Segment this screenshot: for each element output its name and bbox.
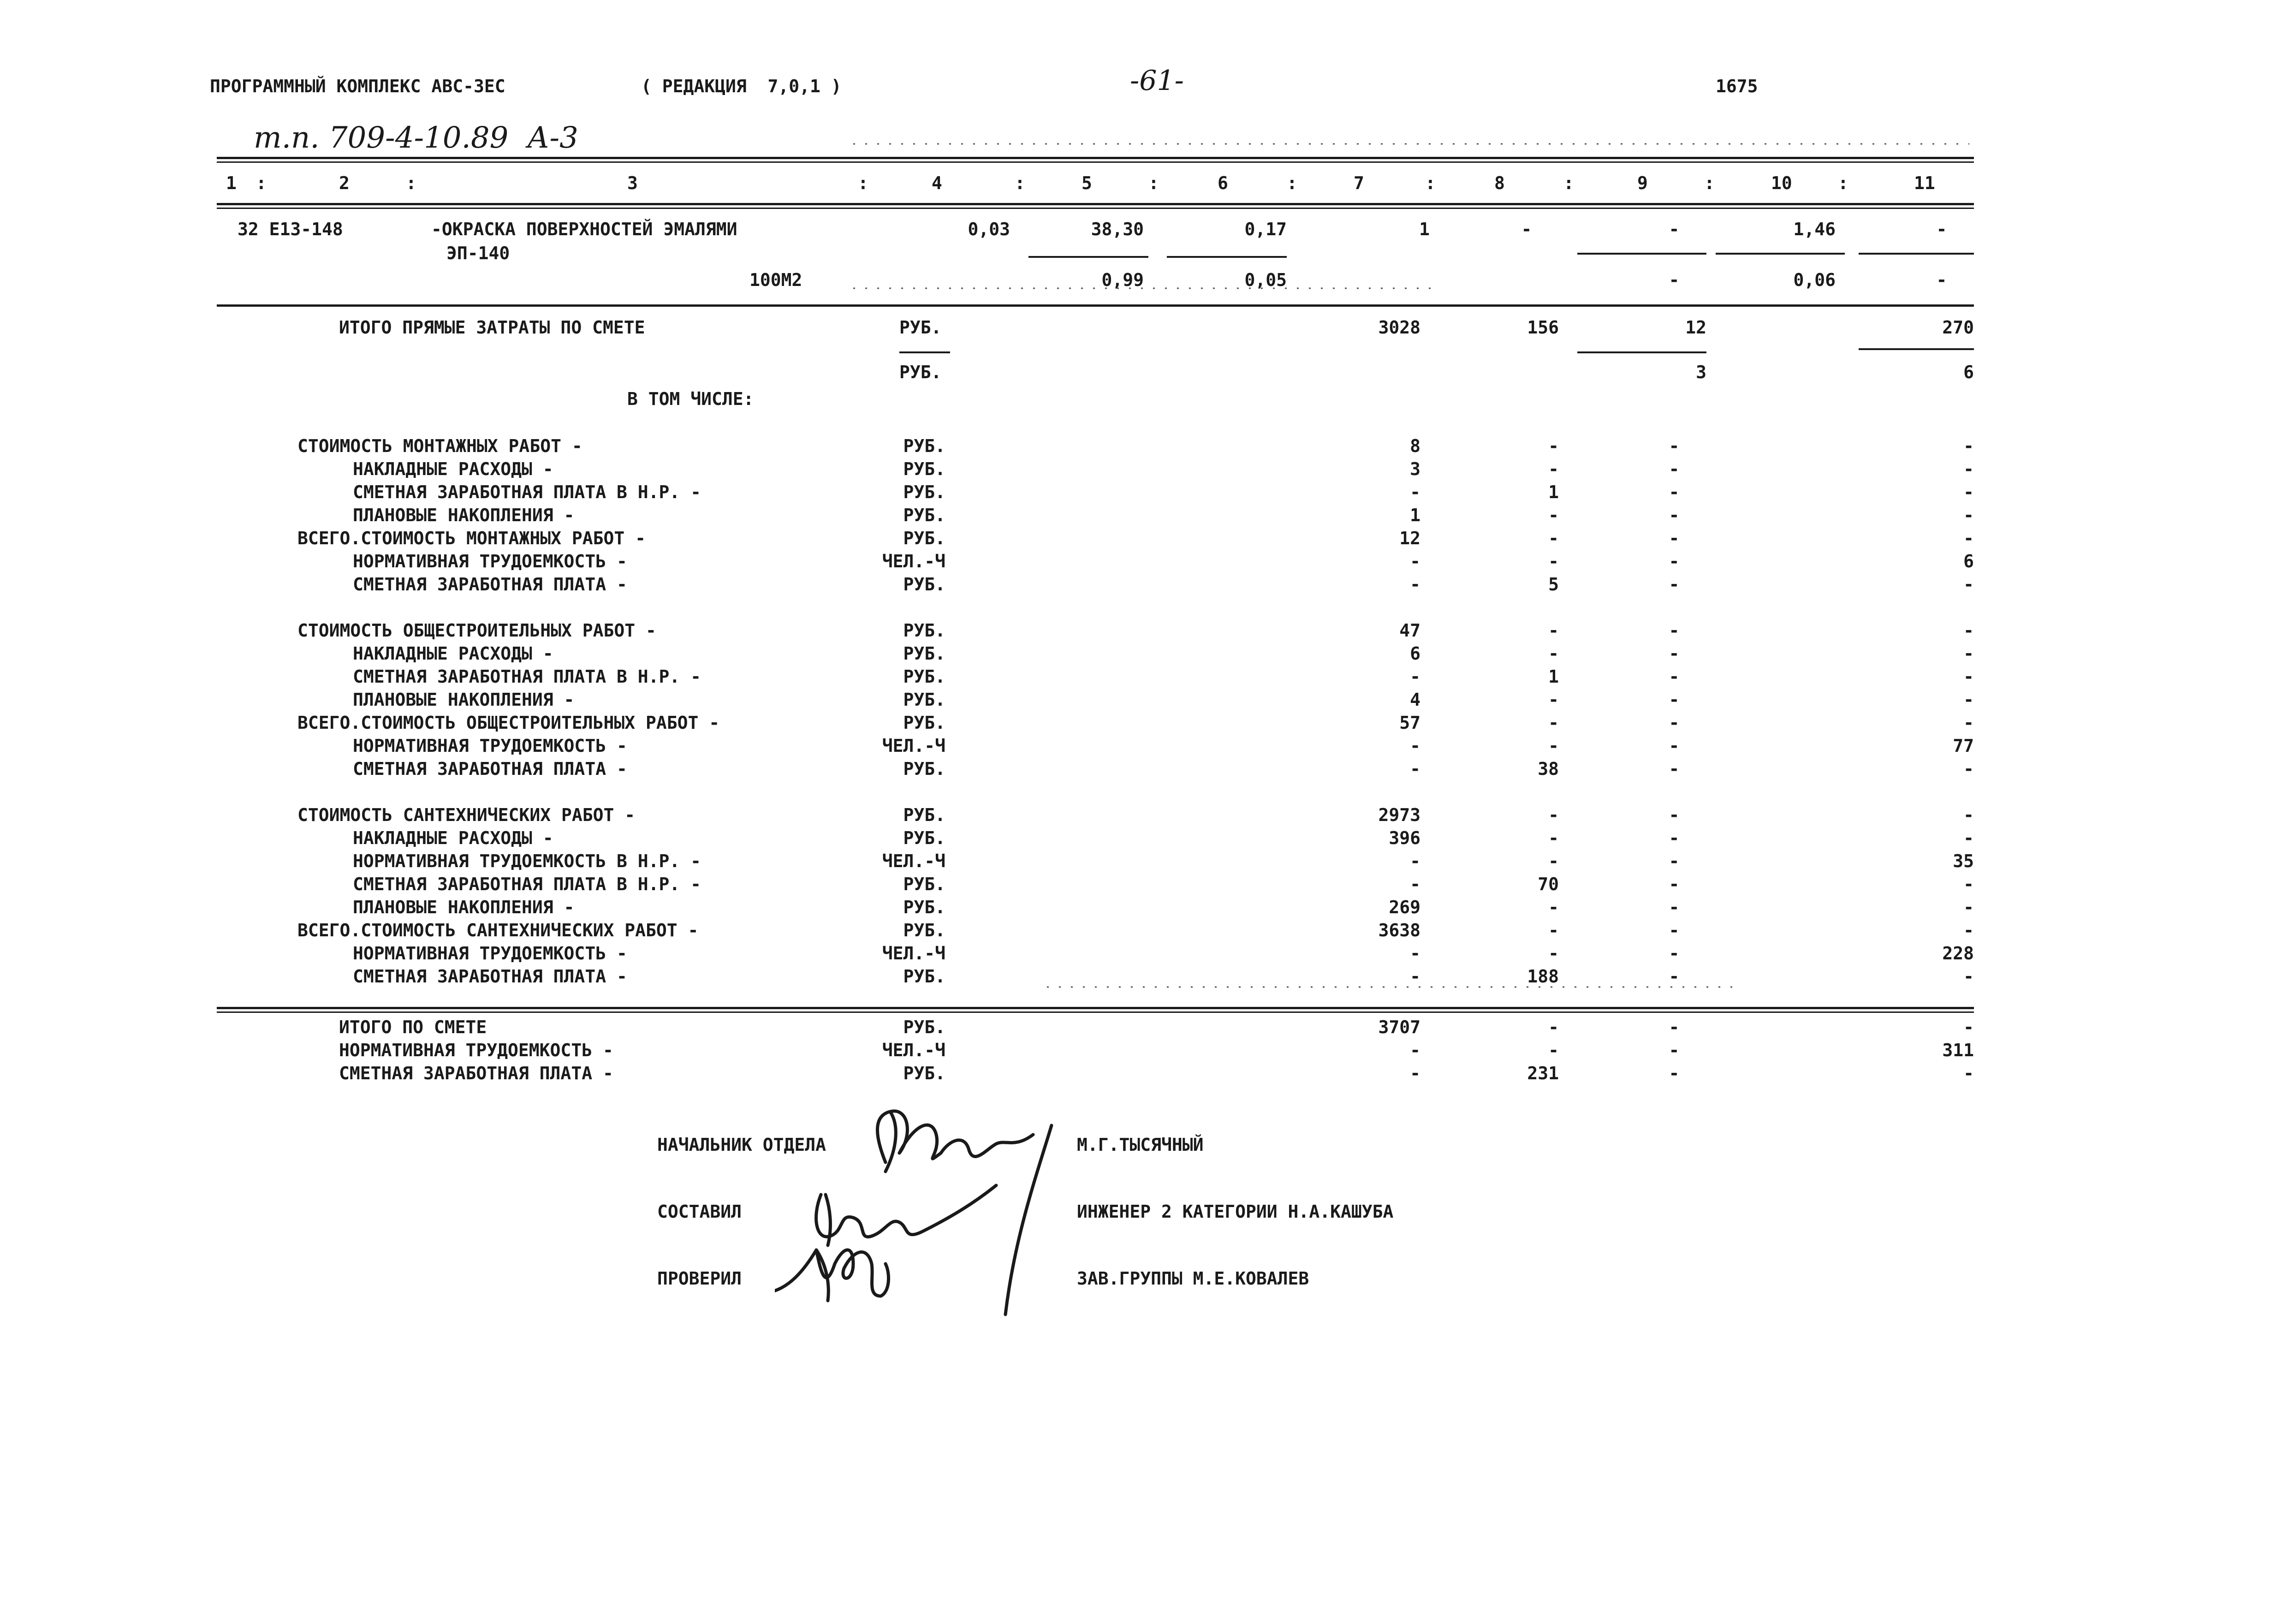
- row-label: СТОИМОСТЬ ОБЩЕСТРОИТЕЛЬНЫХ РАБОТ -: [297, 620, 656, 641]
- row-col11: 311: [1942, 1040, 1974, 1060]
- row-unit: РУБ.: [903, 759, 945, 779]
- row-col7: -: [1410, 759, 1420, 779]
- row-col9: -: [1669, 1017, 1680, 1037]
- direct-total-col7: 3028: [1378, 317, 1420, 338]
- row-col9: -: [1669, 643, 1680, 664]
- row-col7: -: [1410, 1040, 1420, 1060]
- signature-role-compiled: СОСТАВИЛ: [657, 1202, 742, 1222]
- row-unit: ЧЕЛ.-Ч: [882, 551, 945, 571]
- row-col9: -: [1669, 528, 1680, 548]
- row-label: НОРМАТИВНАЯ ТРУДОЕМКОСТЬ -: [353, 736, 627, 756]
- row-label: СМЕТНАЯ ЗАРАБОТНАЯ ПЛАТА -: [353, 966, 627, 987]
- handwritten-signatures: [775, 1098, 1070, 1319]
- column-separator: :: [1425, 173, 1436, 193]
- column-separator: :: [1015, 173, 1025, 193]
- row-col8: -: [1548, 851, 1559, 871]
- row-col9: -: [1669, 574, 1680, 595]
- row-col7: -: [1410, 666, 1420, 687]
- row-col7: 47: [1399, 620, 1420, 641]
- row-label: ВСЕГО.СТОИМОСТЬ ОБЩЕСТРОИТЕЛЬНЫХ РАБОТ -: [297, 713, 720, 733]
- direct-total-col9-2: 3: [1696, 362, 1706, 382]
- row-unit: ЧЕЛ.-Ч: [882, 851, 945, 871]
- row-col9: -: [1669, 551, 1680, 571]
- row-unit: РУБ.: [903, 966, 945, 987]
- row-col11: -: [1963, 966, 1974, 987]
- row-label: ИТОГО ПО СМЕТЕ: [339, 1017, 487, 1037]
- column-header-2: 2: [339, 173, 350, 193]
- row-label: СМЕТНАЯ ЗАРАБОТНАЯ ПЛАТА В Н.Р. -: [353, 874, 701, 894]
- row-col11: -: [1963, 574, 1974, 595]
- row-col11: -: [1963, 713, 1974, 733]
- row-unit: РУБ.: [903, 828, 945, 848]
- item-col7: 1: [1419, 219, 1430, 239]
- column-header-8: 8: [1494, 173, 1505, 193]
- row-col7: 2973: [1378, 805, 1420, 825]
- edition-label: ( РЕДАКЦИЯ 7,0,1 ): [641, 76, 842, 96]
- row-unit: РУБ.: [903, 1017, 945, 1037]
- row-unit: РУБ.: [903, 897, 945, 917]
- row-col8: -: [1548, 713, 1559, 733]
- row-col9: -: [1669, 505, 1680, 525]
- row-col7: 3638: [1378, 920, 1420, 940]
- row-col8: -: [1548, 1017, 1559, 1037]
- signature-person-compiled: ИНЖЕНЕР 2 КАТЕГОРИИ Н.А.КАШУБА: [1077, 1202, 1394, 1222]
- row-col7: 1: [1410, 505, 1420, 525]
- item-col6-2: 0,05: [1244, 270, 1287, 290]
- column-header-11: 11: [1914, 173, 1935, 193]
- row-label: НАКЛАДНЫЕ РАСХОДЫ -: [353, 828, 553, 848]
- row-col11: 6: [1963, 551, 1974, 571]
- handwritten-reference: т.п. 709-4-10.89 А-3: [254, 121, 578, 155]
- column-separator: :: [1838, 173, 1848, 193]
- row-col11: -: [1963, 828, 1974, 848]
- item-code: 32 Е13-148: [238, 219, 343, 239]
- row-col11: -: [1963, 482, 1974, 502]
- dotted-rules: [217, 138, 1979, 1015]
- item-col8: -: [1521, 219, 1532, 239]
- item-col11-2: -: [1936, 270, 1947, 290]
- item-name: -ОКРАСКА ПОВЕРХНОСТЕЙ ЭМАЛЯМИ: [431, 219, 737, 239]
- column-header-9: 9: [1637, 173, 1648, 193]
- row-col9: -: [1669, 943, 1680, 964]
- row-col9: -: [1669, 436, 1680, 456]
- row-unit: РУБ.: [903, 482, 945, 502]
- row-col8: -: [1548, 620, 1559, 641]
- row-col7: 12: [1399, 528, 1420, 548]
- row-label: ПЛАНОВЫЕ НАКОПЛЕНИЯ -: [353, 897, 575, 917]
- document-number: 1675: [1716, 76, 1758, 96]
- row-col9: -: [1669, 459, 1680, 479]
- row-col7: -: [1410, 482, 1420, 502]
- direct-total-col8: 156: [1527, 317, 1559, 338]
- program-title: ПРОГРАММНЫЙ КОМПЛЕКС АВС-3ЕС: [210, 76, 505, 96]
- row-label: СМЕТНАЯ ЗАРАБОТНАЯ ПЛАТА -: [339, 1063, 613, 1083]
- column-header-4: 4: [932, 173, 942, 193]
- row-unit: РУБ.: [903, 713, 945, 733]
- row-col11: -: [1963, 620, 1974, 641]
- row-col9: -: [1669, 828, 1680, 848]
- row-col9: -: [1669, 897, 1680, 917]
- row-col7: 57: [1399, 713, 1420, 733]
- row-unit: РУБ.: [903, 459, 945, 479]
- column-header-3: 3: [627, 173, 638, 193]
- row-col7: 6: [1410, 643, 1420, 664]
- row-label: СТОИМОСТЬ МОНТАЖНЫХ РАБОТ -: [297, 436, 582, 456]
- row-col11: -: [1963, 1017, 1974, 1037]
- row-col7: -: [1410, 551, 1420, 571]
- row-col8: 1: [1548, 666, 1559, 687]
- row-label: СМЕТНАЯ ЗАРАБОТНАЯ ПЛАТА -: [353, 759, 627, 779]
- row-label: ВСЕГО.СТОИМОСТЬ САНТЕХНИЧЕСКИХ РАБОТ -: [297, 920, 699, 940]
- row-col11: -: [1963, 666, 1974, 687]
- direct-total-col9: 12: [1685, 317, 1706, 338]
- item-col10-2: 0,06: [1793, 270, 1836, 290]
- signature-role-checked: ПРОВЕРИЛ: [657, 1268, 742, 1289]
- row-unit: РУБ.: [903, 436, 945, 456]
- column-header-7: 7: [1354, 173, 1364, 193]
- row-col8: -: [1548, 805, 1559, 825]
- row-label: НАКЛАДНЫЕ РАСХОДЫ -: [353, 459, 553, 479]
- signature-person-checked: ЗАВ.ГРУППЫ М.Е.КОВАЛЕВ: [1077, 1268, 1309, 1289]
- direct-total-unit: РУБ.: [899, 317, 942, 338]
- row-col8: 38: [1538, 759, 1559, 779]
- column-header-1: 1: [226, 173, 237, 193]
- row-col7: -: [1410, 851, 1420, 871]
- row-col11: -: [1963, 805, 1974, 825]
- column-header-6: 6: [1218, 173, 1228, 193]
- row-unit: РУБ.: [903, 574, 945, 595]
- row-col11: -: [1963, 643, 1974, 664]
- direct-total-unit-2: РУБ.: [899, 362, 942, 382]
- row-col9: -: [1669, 874, 1680, 894]
- item-col9: -: [1669, 219, 1680, 239]
- row-unit: РУБ.: [903, 666, 945, 687]
- row-col8: 70: [1538, 874, 1559, 894]
- row-col8: -: [1548, 920, 1559, 940]
- page-number: -61-: [1130, 65, 1184, 97]
- row-col7: 8: [1410, 436, 1420, 456]
- item-col6: 0,17: [1244, 219, 1287, 239]
- column-separator: :: [1563, 173, 1574, 193]
- row-col8: -: [1548, 690, 1559, 710]
- row-label: СМЕТНАЯ ЗАРАБОТНАЯ ПЛАТА В Н.Р. -: [353, 666, 701, 687]
- column-header-5: 5: [1082, 173, 1092, 193]
- direct-total-label: ИТОГО ПРЯМЫЕ ЗАТРАТЫ ПО СМЕТЕ: [339, 317, 645, 338]
- row-unit: РУБ.: [903, 805, 945, 825]
- direct-total-col11: 270: [1942, 317, 1974, 338]
- row-col9: -: [1669, 736, 1680, 756]
- row-unit: РУБ.: [903, 528, 945, 548]
- row-col9: -: [1669, 759, 1680, 779]
- row-col9: -: [1669, 482, 1680, 502]
- row-col7: 3707: [1378, 1017, 1420, 1037]
- row-col11: -: [1963, 759, 1974, 779]
- row-col9: -: [1669, 620, 1680, 641]
- row-col9: -: [1669, 666, 1680, 687]
- row-col7: 4: [1410, 690, 1420, 710]
- item-col10: 1,46: [1793, 219, 1836, 239]
- row-col9: -: [1669, 851, 1680, 871]
- row-col8: -: [1548, 643, 1559, 664]
- row-col11: 77: [1953, 736, 1974, 756]
- row-col11: 35: [1953, 851, 1974, 871]
- row-unit: ЧЕЛ.-Ч: [882, 736, 945, 756]
- row-col7: -: [1410, 966, 1420, 987]
- row-label: СМЕТНАЯ ЗАРАБОТНАЯ ПЛАТА В Н.Р. -: [353, 482, 701, 502]
- row-col11: -: [1963, 874, 1974, 894]
- row-col7: 396: [1389, 828, 1420, 848]
- row-col11: -: [1963, 459, 1974, 479]
- row-col8: 231: [1527, 1063, 1559, 1083]
- row-col8: 5: [1548, 574, 1559, 595]
- column-separator: :: [1704, 173, 1715, 193]
- row-col7: -: [1410, 874, 1420, 894]
- signature-person-head: М.Г.ТЫСЯЧНЫЙ: [1077, 1135, 1204, 1155]
- row-col8: -: [1548, 459, 1559, 479]
- row-col9: -: [1669, 1040, 1680, 1060]
- column-separator: :: [1287, 173, 1297, 193]
- direct-total-col11-2: 6: [1963, 362, 1974, 382]
- row-unit: РУБ.: [903, 690, 945, 710]
- row-unit: РУБ.: [903, 620, 945, 641]
- item-col11: -: [1936, 219, 1947, 239]
- row-label: ПЛАНОВЫЕ НАКОПЛЕНИЯ -: [353, 690, 575, 710]
- row-col7: -: [1410, 1063, 1420, 1083]
- row-label: СМЕТНАЯ ЗАРАБОТНАЯ ПЛАТА -: [353, 574, 627, 595]
- row-col7: -: [1410, 943, 1420, 964]
- row-col8: 1: [1548, 482, 1559, 502]
- row-label: НОРМАТИВНАЯ ТРУДОЕМКОСТЬ -: [353, 943, 627, 964]
- row-label: НАКЛАДНЫЕ РАСХОДЫ -: [353, 643, 553, 664]
- row-col9: -: [1669, 966, 1680, 987]
- row-col11: -: [1963, 920, 1974, 940]
- item-unit-price: 38,30: [1091, 219, 1144, 239]
- row-col8: -: [1548, 943, 1559, 964]
- row-col11: -: [1963, 436, 1974, 456]
- row-unit: ЧЕЛ.-Ч: [882, 943, 945, 964]
- row-unit: РУБ.: [903, 874, 945, 894]
- row-unit: РУБ.: [903, 920, 945, 940]
- column-separator: :: [406, 173, 416, 193]
- row-col7: 269: [1389, 897, 1420, 917]
- row-col8: -: [1548, 505, 1559, 525]
- row-col11: 228: [1942, 943, 1974, 964]
- row-col8: -: [1548, 1040, 1559, 1060]
- row-col11: -: [1963, 897, 1974, 917]
- row-col11: -: [1963, 690, 1974, 710]
- row-col11: -: [1963, 528, 1974, 548]
- row-col8: -: [1548, 897, 1559, 917]
- row-col11: -: [1963, 1063, 1974, 1083]
- including-heading: В ТОМ ЧИСЛЕ:: [627, 389, 754, 409]
- row-col8: -: [1548, 828, 1559, 848]
- column-separator: :: [1148, 173, 1159, 193]
- row-col8: -: [1548, 436, 1559, 456]
- row-unit: РУБ.: [903, 1063, 945, 1083]
- item-quantity: 0,03: [968, 219, 1010, 239]
- row-label: НОРМАТИВНАЯ ТРУДОЕМКОСТЬ В Н.Р. -: [353, 851, 701, 871]
- row-label: ПЛАНОВЫЕ НАКОПЛЕНИЯ -: [353, 505, 575, 525]
- column-header-10: 10: [1771, 173, 1792, 193]
- signature-role-head: НАЧАЛЬНИК ОТДЕЛА: [657, 1135, 826, 1155]
- row-col8: 188: [1527, 966, 1559, 987]
- row-col9: -: [1669, 690, 1680, 710]
- row-unit: РУБ.: [903, 643, 945, 664]
- row-col9: -: [1669, 713, 1680, 733]
- item-name-line2: ЭП-140: [446, 243, 510, 263]
- row-col11: -: [1963, 505, 1974, 525]
- row-label: НОРМАТИВНАЯ ТРУДОЕМКОСТЬ -: [353, 551, 627, 571]
- row-label: ВСЕГО.СТОИМОСТЬ МОНТАЖНЫХ РАБОТ -: [297, 528, 646, 548]
- row-unit: РУБ.: [903, 505, 945, 525]
- row-col7: -: [1410, 736, 1420, 756]
- row-col9: -: [1669, 1063, 1680, 1083]
- row-col7: -: [1410, 574, 1420, 595]
- row-col9: -: [1669, 805, 1680, 825]
- row-col8: -: [1548, 736, 1559, 756]
- item-col9-2: -: [1669, 270, 1680, 290]
- column-separator: :: [256, 173, 267, 193]
- row-unit: ЧЕЛ.-Ч: [882, 1040, 945, 1060]
- item-unit: 100М2: [749, 270, 802, 290]
- row-col9: -: [1669, 920, 1680, 940]
- row-col8: -: [1548, 528, 1559, 548]
- row-col7: 3: [1410, 459, 1420, 479]
- row-col8: -: [1548, 551, 1559, 571]
- row-label: НОРМАТИВНАЯ ТРУДОЕМКОСТЬ -: [339, 1040, 613, 1060]
- row-label: СТОИМОСТЬ САНТЕХНИЧЕСКИХ РАБОТ -: [297, 805, 636, 825]
- item-unit-price-2: 0,99: [1101, 270, 1144, 290]
- column-separator: :: [858, 173, 868, 193]
